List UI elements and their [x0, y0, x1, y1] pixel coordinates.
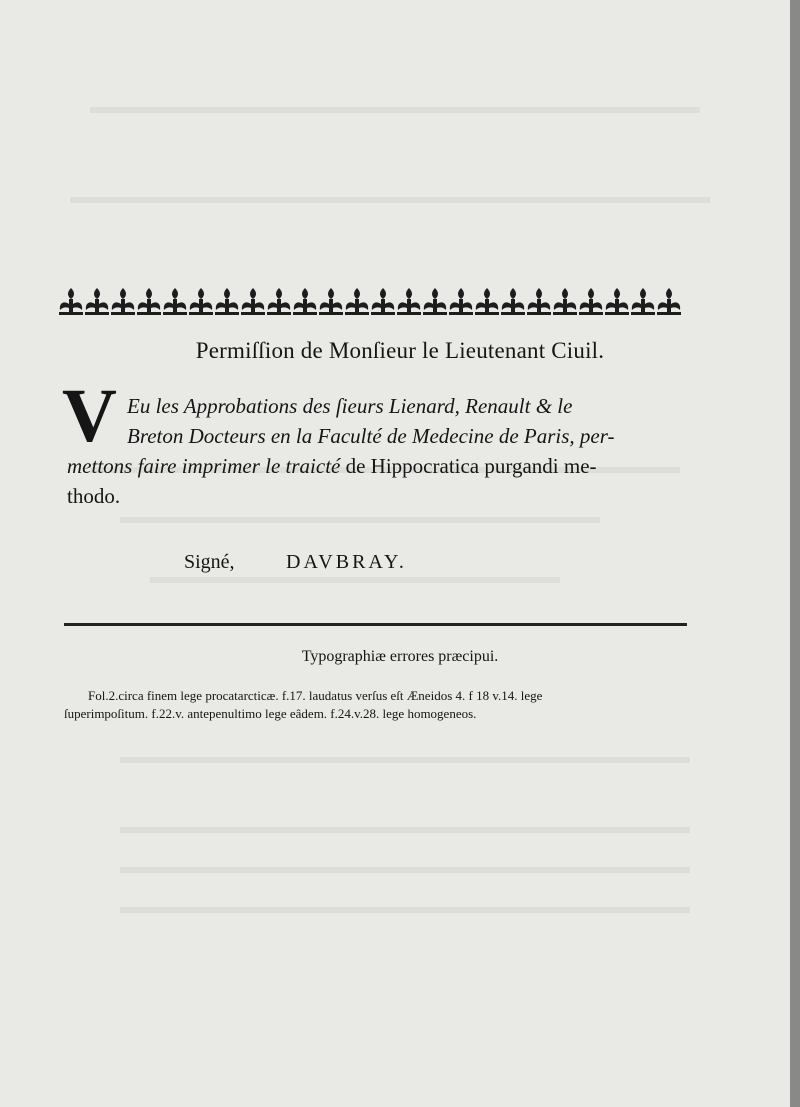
fleuron-icon [111, 288, 135, 315]
fleuron-icon [85, 288, 109, 315]
fleuron-icon [241, 288, 265, 315]
fleuron-icon [345, 288, 369, 315]
fleuron-icon [527, 288, 551, 315]
fleuron-icon [501, 288, 525, 315]
fleuron-icon [189, 288, 213, 315]
fleuron-icon [553, 288, 577, 315]
errata-title: Typographiæ errores præcipui. [301, 648, 499, 665]
fleuron-icon [605, 288, 629, 315]
fleuron-icon [657, 288, 681, 315]
permission-text-line-2: Breton Docteurs en la Faculté de Medecine de Paris, per- [127, 424, 615, 448]
signature-name: DAVBRAY. [286, 551, 407, 573]
fleuron-ornament-band [58, 284, 698, 320]
horizontal-rule [64, 623, 687, 626]
fleuron-icon [319, 288, 343, 315]
fleuron-icon [475, 288, 499, 315]
permission-text-line-3-roman: de Hippocratica purgandi me- [345, 454, 597, 478]
fleuron-icon [449, 288, 473, 315]
permission-text-line-4: thodo. [67, 484, 121, 508]
fleuron-icon [267, 288, 291, 315]
fleuron-icon [137, 288, 161, 315]
fleuron-icon [371, 288, 395, 315]
fleuron-icon [423, 288, 447, 315]
errata-line-1: Fol.2.circa finem lege procatarcticæ. f.17. laudatus verſus eſt Æneidos 4. f 18 v.14. lege [88, 688, 543, 703]
signature-label: Signé, [184, 551, 235, 573]
page-heading: Permiſſion de Monſieur le Lieutenant Ciuil. [195, 338, 605, 363]
fleuron-icon [631, 288, 655, 315]
permission-text-line-3 [67, 454, 597, 479]
drop-cap: V [62, 374, 117, 458]
fleuron-icon [579, 288, 603, 315]
permission-text-line-1: Eu les Approbations des ſieurs Lienard, Renault & le [127, 394, 573, 418]
fleuron-icon [163, 288, 187, 315]
fleuron-icon [397, 288, 421, 315]
errata-line-2: ſuperimpoſitum. f.22.v. antepenultimo lege eâdem. f.24.v.28. lege homogeneos. [64, 706, 477, 721]
fleuron-icon [215, 288, 239, 315]
fleuron-icon [293, 288, 317, 315]
permission-text-line-3-italic: mettons faire imprimer le traicté [67, 454, 346, 478]
fleuron-icon [59, 288, 83, 315]
